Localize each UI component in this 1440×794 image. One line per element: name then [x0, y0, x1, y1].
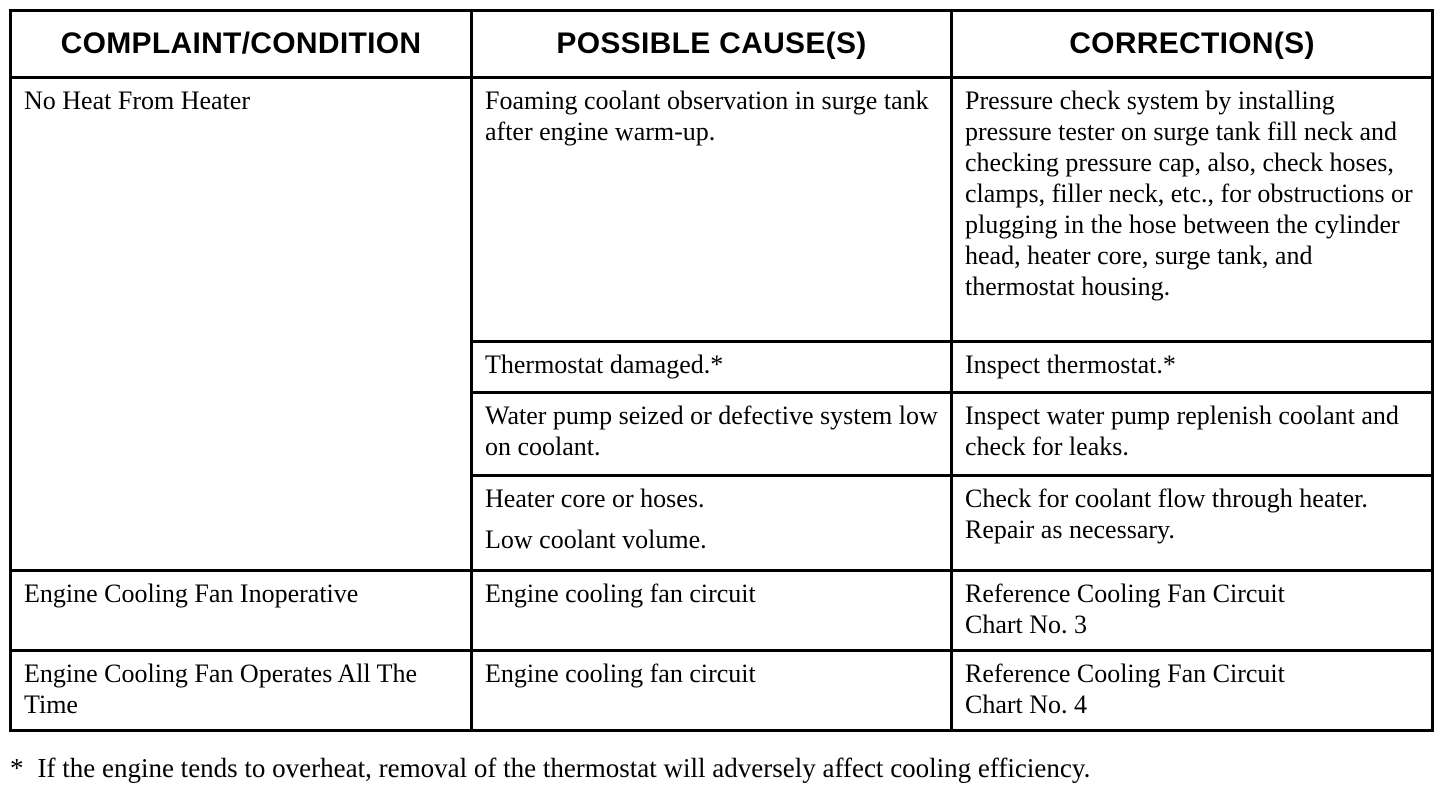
header-cause: POSSIBLE CAUSE(S) — [472, 11, 952, 78]
header-complaint: COMPLAINT/CONDITION — [11, 11, 472, 78]
cause-cell: Thermostat damaged.* — [472, 342, 952, 393]
header-correction: CORRECTION(S) — [952, 11, 1433, 78]
correction-cell: Inspect thermostat.* — [952, 342, 1433, 393]
cause-cell — [472, 476, 952, 571]
correction-line: Chart No. 3 — [965, 610, 1088, 639]
correction-cell — [952, 651, 1433, 731]
cause-line: Low coolant volume. — [485, 525, 707, 554]
correction-cell: Pressure check system by installing pressure tester on surge tank fill neck and checking pressure cap, also, check hoses, clamps, filler neck, etc., for obstructions or plugging in the hose between the cylinder head, heater core, surge tank, and thermostat housing. — [952, 78, 1433, 342]
correction-line: Reference Cooling Fan Circuit — [965, 659, 1285, 688]
complaint-no-heat: No Heat From Heater — [11, 78, 472, 571]
footnote-text: If the engine tends to overheat, removal of the thermostat will adversely affect cooling efficiency. — [37, 753, 1091, 783]
cause-cell: Water pump seized or defective system low on coolant. — [472, 393, 952, 476]
correction-cell: Inspect water pump replenish coolant and check for leaks. — [952, 393, 1433, 476]
correction-line: Reference Cooling Fan Circuit — [965, 579, 1285, 608]
cause-line: Heater core or hoses. — [485, 484, 705, 513]
cause-cell: Foaming coolant observation in surge tank after engine warm-up. — [472, 78, 952, 342]
complaint-fan-always: Engine Cooling Fan Operates All The Time — [11, 651, 472, 731]
header-row — [11, 11, 1433, 78]
cause-cell: Engine cooling fan circuit — [472, 651, 952, 731]
footnote — [10, 752, 1090, 784]
correction-line: Chart No. 4 — [965, 690, 1088, 719]
correction-cell: Check for coolant flow through heater. Repair as necessary. — [952, 476, 1433, 571]
footnote-marker: * — [10, 753, 24, 783]
correction-cell — [952, 571, 1433, 651]
cause-cell: Engine cooling fan circuit — [472, 571, 952, 651]
troubleshooting-table — [9, 9, 1434, 732]
complaint-fan-inoperative: Engine Cooling Fan Inoperative — [11, 571, 472, 651]
table-row — [11, 78, 1433, 342]
table-row — [11, 651, 1433, 731]
table-row — [11, 571, 1433, 651]
